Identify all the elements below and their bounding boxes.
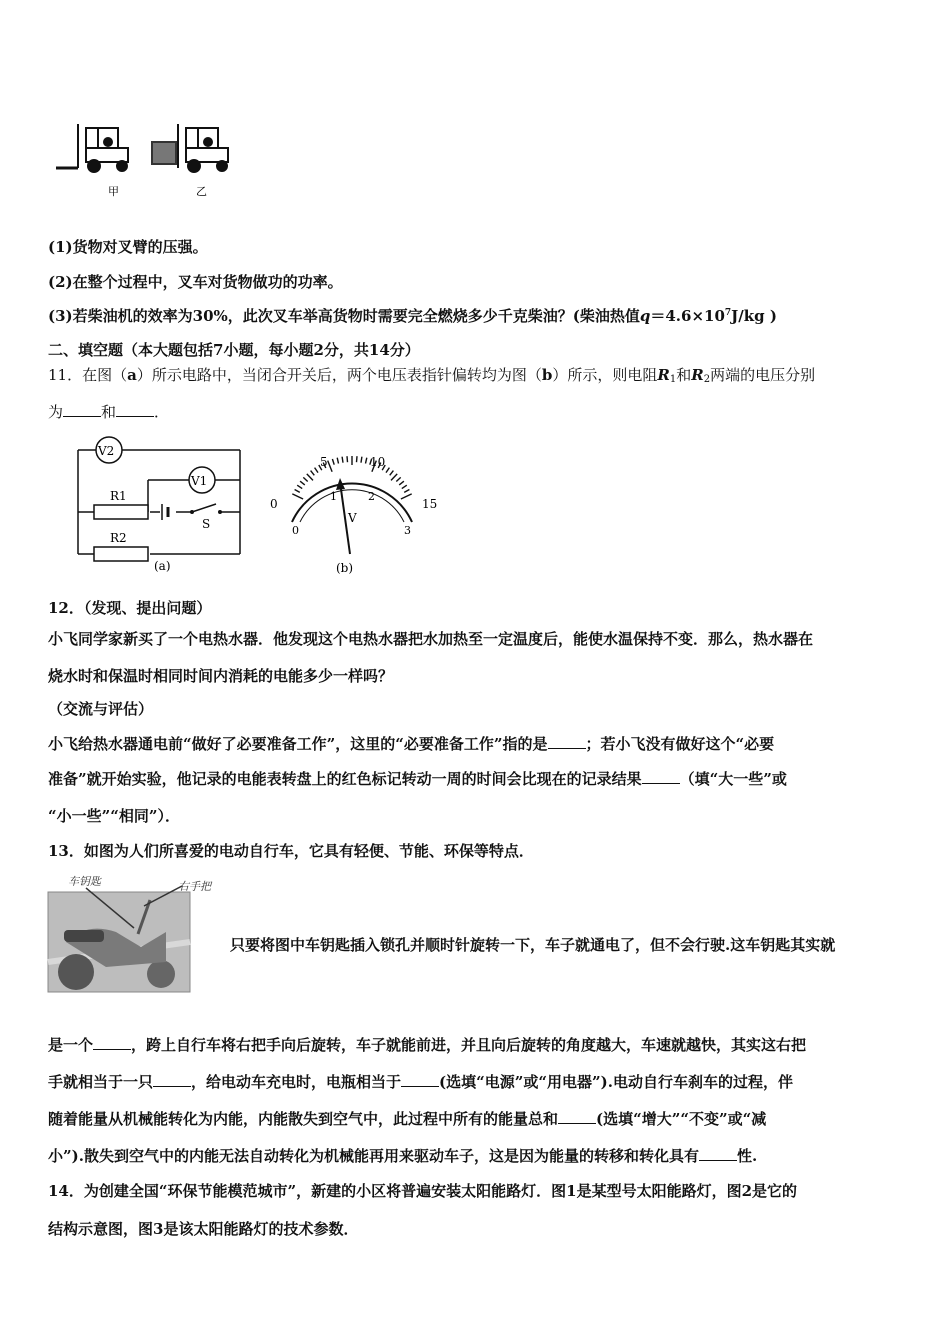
dial-tick: [307, 474, 313, 481]
top-tick-0: 0: [270, 497, 278, 511]
forklift-figure: [48, 118, 248, 198]
dial-tick: [292, 494, 303, 499]
ebike-photo: [46, 872, 226, 994]
dial-tick: [311, 471, 315, 476]
dial-tick: [396, 477, 400, 481]
dial-tick: [347, 456, 348, 462]
forklift-label-b: 乙: [196, 185, 207, 198]
forklift-label-a: 甲: [108, 185, 119, 198]
photo-label-handle: 右手把: [178, 880, 211, 893]
q13-heading: 13．如图为人们所喜爱的电动自行车，它具有轻便、节能、环保等特点．: [48, 842, 534, 860]
switch-label: S: [202, 517, 211, 531]
v1-label: V1: [191, 474, 208, 488]
q14-line2: 结构示意图，图3是该太阳能路灯的技术参数．: [48, 1220, 359, 1238]
dial-tick: [342, 457, 343, 463]
dial-tick: [303, 477, 307, 481]
q13-line2: 手就相当于一只 ，给电动车充电时，电瓶相当于 (选填“电源”或“用电器”).电动自行车刹车的过程，伴: [48, 1073, 793, 1091]
meter-v-label: V: [348, 511, 357, 525]
q13-side-text: 只要将图中车钥匙插入锁孔并顺时针旋转一下，车子就通电了，但不会行驶.这车钥匙其实就: [230, 936, 836, 954]
dial-tick: [361, 457, 362, 463]
answer-blank[interactable]: [401, 1074, 439, 1087]
answer-blank[interactable]: [153, 1074, 191, 1087]
dial-tick: [295, 490, 300, 493]
section-heading: 二、填空题（本大题包括7小题，每小题2分，共14分）: [48, 341, 420, 359]
q13-line3: 随着能量从机械能转化为内能，内能散失到空气中，此过程中所有的能量总和 (选填“增大”“不变”或“减: [48, 1110, 767, 1128]
dial-tick: [390, 471, 394, 476]
dial-tick: [300, 481, 305, 485]
forklift-b: [152, 124, 228, 172]
dial-tick: [366, 458, 367, 464]
q10-part1: (1)货物对叉臂的压强。: [48, 238, 208, 256]
answer-blank[interactable]: [63, 404, 101, 417]
answer-blank[interactable]: [548, 736, 586, 749]
q12-line4: 小飞给热水器通电前“做好了必要准备工作”，这里的“必要准备工作”指的是 ；若小飞没有做好这个“必要: [48, 735, 775, 753]
top-tick-5: 5: [320, 455, 328, 469]
q13-line1: 是一个 ，跨上自行车将右把手向后旋转，车子就能前进，并且向后旋转的角度越大，车速就越快，其实这右把: [48, 1036, 807, 1054]
dial-tick: [337, 458, 338, 464]
dial-tick: [332, 459, 334, 465]
dial-tick: [399, 481, 404, 485]
meter-caption: (b): [336, 561, 354, 575]
q12-heading: 12．（发现、提出问题）: [48, 599, 212, 617]
q12-line3: （交流与评估）: [48, 700, 154, 718]
bottom-tick-0: 0: [292, 524, 299, 537]
forklift-a: [56, 124, 128, 172]
bottom-tick-3: 3: [404, 524, 411, 537]
photo-label-key: 车钥匙: [68, 875, 101, 888]
dial-tick: [391, 474, 397, 481]
dial-tick: [315, 468, 318, 473]
v2-label: V2: [98, 444, 115, 458]
dial-tick: [386, 468, 389, 473]
q12-line2: 烧水时和保温时相同时间内消耗的电能多少一样吗？: [48, 667, 394, 685]
bottom-tick-1: 1: [330, 490, 337, 503]
voltmeter-dial: [264, 450, 444, 576]
q10-part2: (2)在整个过程中，叉车对货物做功的功率。: [48, 273, 343, 291]
circuit-diagram: [68, 432, 248, 574]
dial-tick: [297, 485, 302, 488]
top-tick-15: 15: [422, 497, 438, 511]
r2-label: R2: [110, 531, 127, 545]
answer-blank[interactable]: [558, 1111, 596, 1124]
q13-line4: 小”).散失到空气中的内能无法自动转化为机械能再用来驱动车子，这是因为能量的转移和转化具有 性.: [48, 1147, 758, 1165]
q12-line5: 准备”就开始实验，他记录的电能表转盘上的红色标记转动一周的时间会比现在的记录结果 （填“大一些”或: [48, 770, 787, 788]
r1-label: R1: [110, 489, 127, 503]
dial-tick: [401, 494, 412, 499]
dial-tick: [402, 485, 407, 488]
answer-blank[interactable]: [116, 404, 154, 417]
q12-line6: “小一些”“相同”）．: [48, 807, 181, 825]
dial-tick: [357, 456, 358, 462]
answer-blank[interactable]: [699, 1148, 737, 1161]
q14-line1: 14．为创建全国“环保节能模范城市”，新建的小区将普遍安装太阳能路灯．图1是某型号太阳能路灯，图2是它的: [48, 1182, 798, 1200]
q11-line2: 为 和 ．: [48, 403, 170, 421]
bottom-tick-2: 2: [368, 490, 375, 503]
top-tick-10: 10: [370, 455, 386, 469]
dial-tick: [404, 490, 409, 493]
dial-tick: [328, 461, 332, 472]
circuit-caption: (a): [154, 559, 171, 573]
answer-blank[interactable]: [93, 1037, 131, 1050]
answer-blank[interactable]: [642, 771, 680, 784]
q10-part3: (3)若柴油机的效率为30%，此次叉车举高货物时需要完全燃烧多少千克柴油？(柴油热值$q=4.6\times 10^7J/kg$ ): [48, 307, 777, 325]
q12-line1: 小飞同学家新买了一个电热水器．他发现这个电热水器把水加热至一定温度后，能使水温保持不变．那么，热水器在: [48, 630, 814, 648]
q11-line1: 11．在图（a）所示电路中，当闭合开关后，两个电压表指针偏转均为图（b）所示，则电阻$R_1$和$R_2$两端的电压分别: [48, 366, 816, 385]
